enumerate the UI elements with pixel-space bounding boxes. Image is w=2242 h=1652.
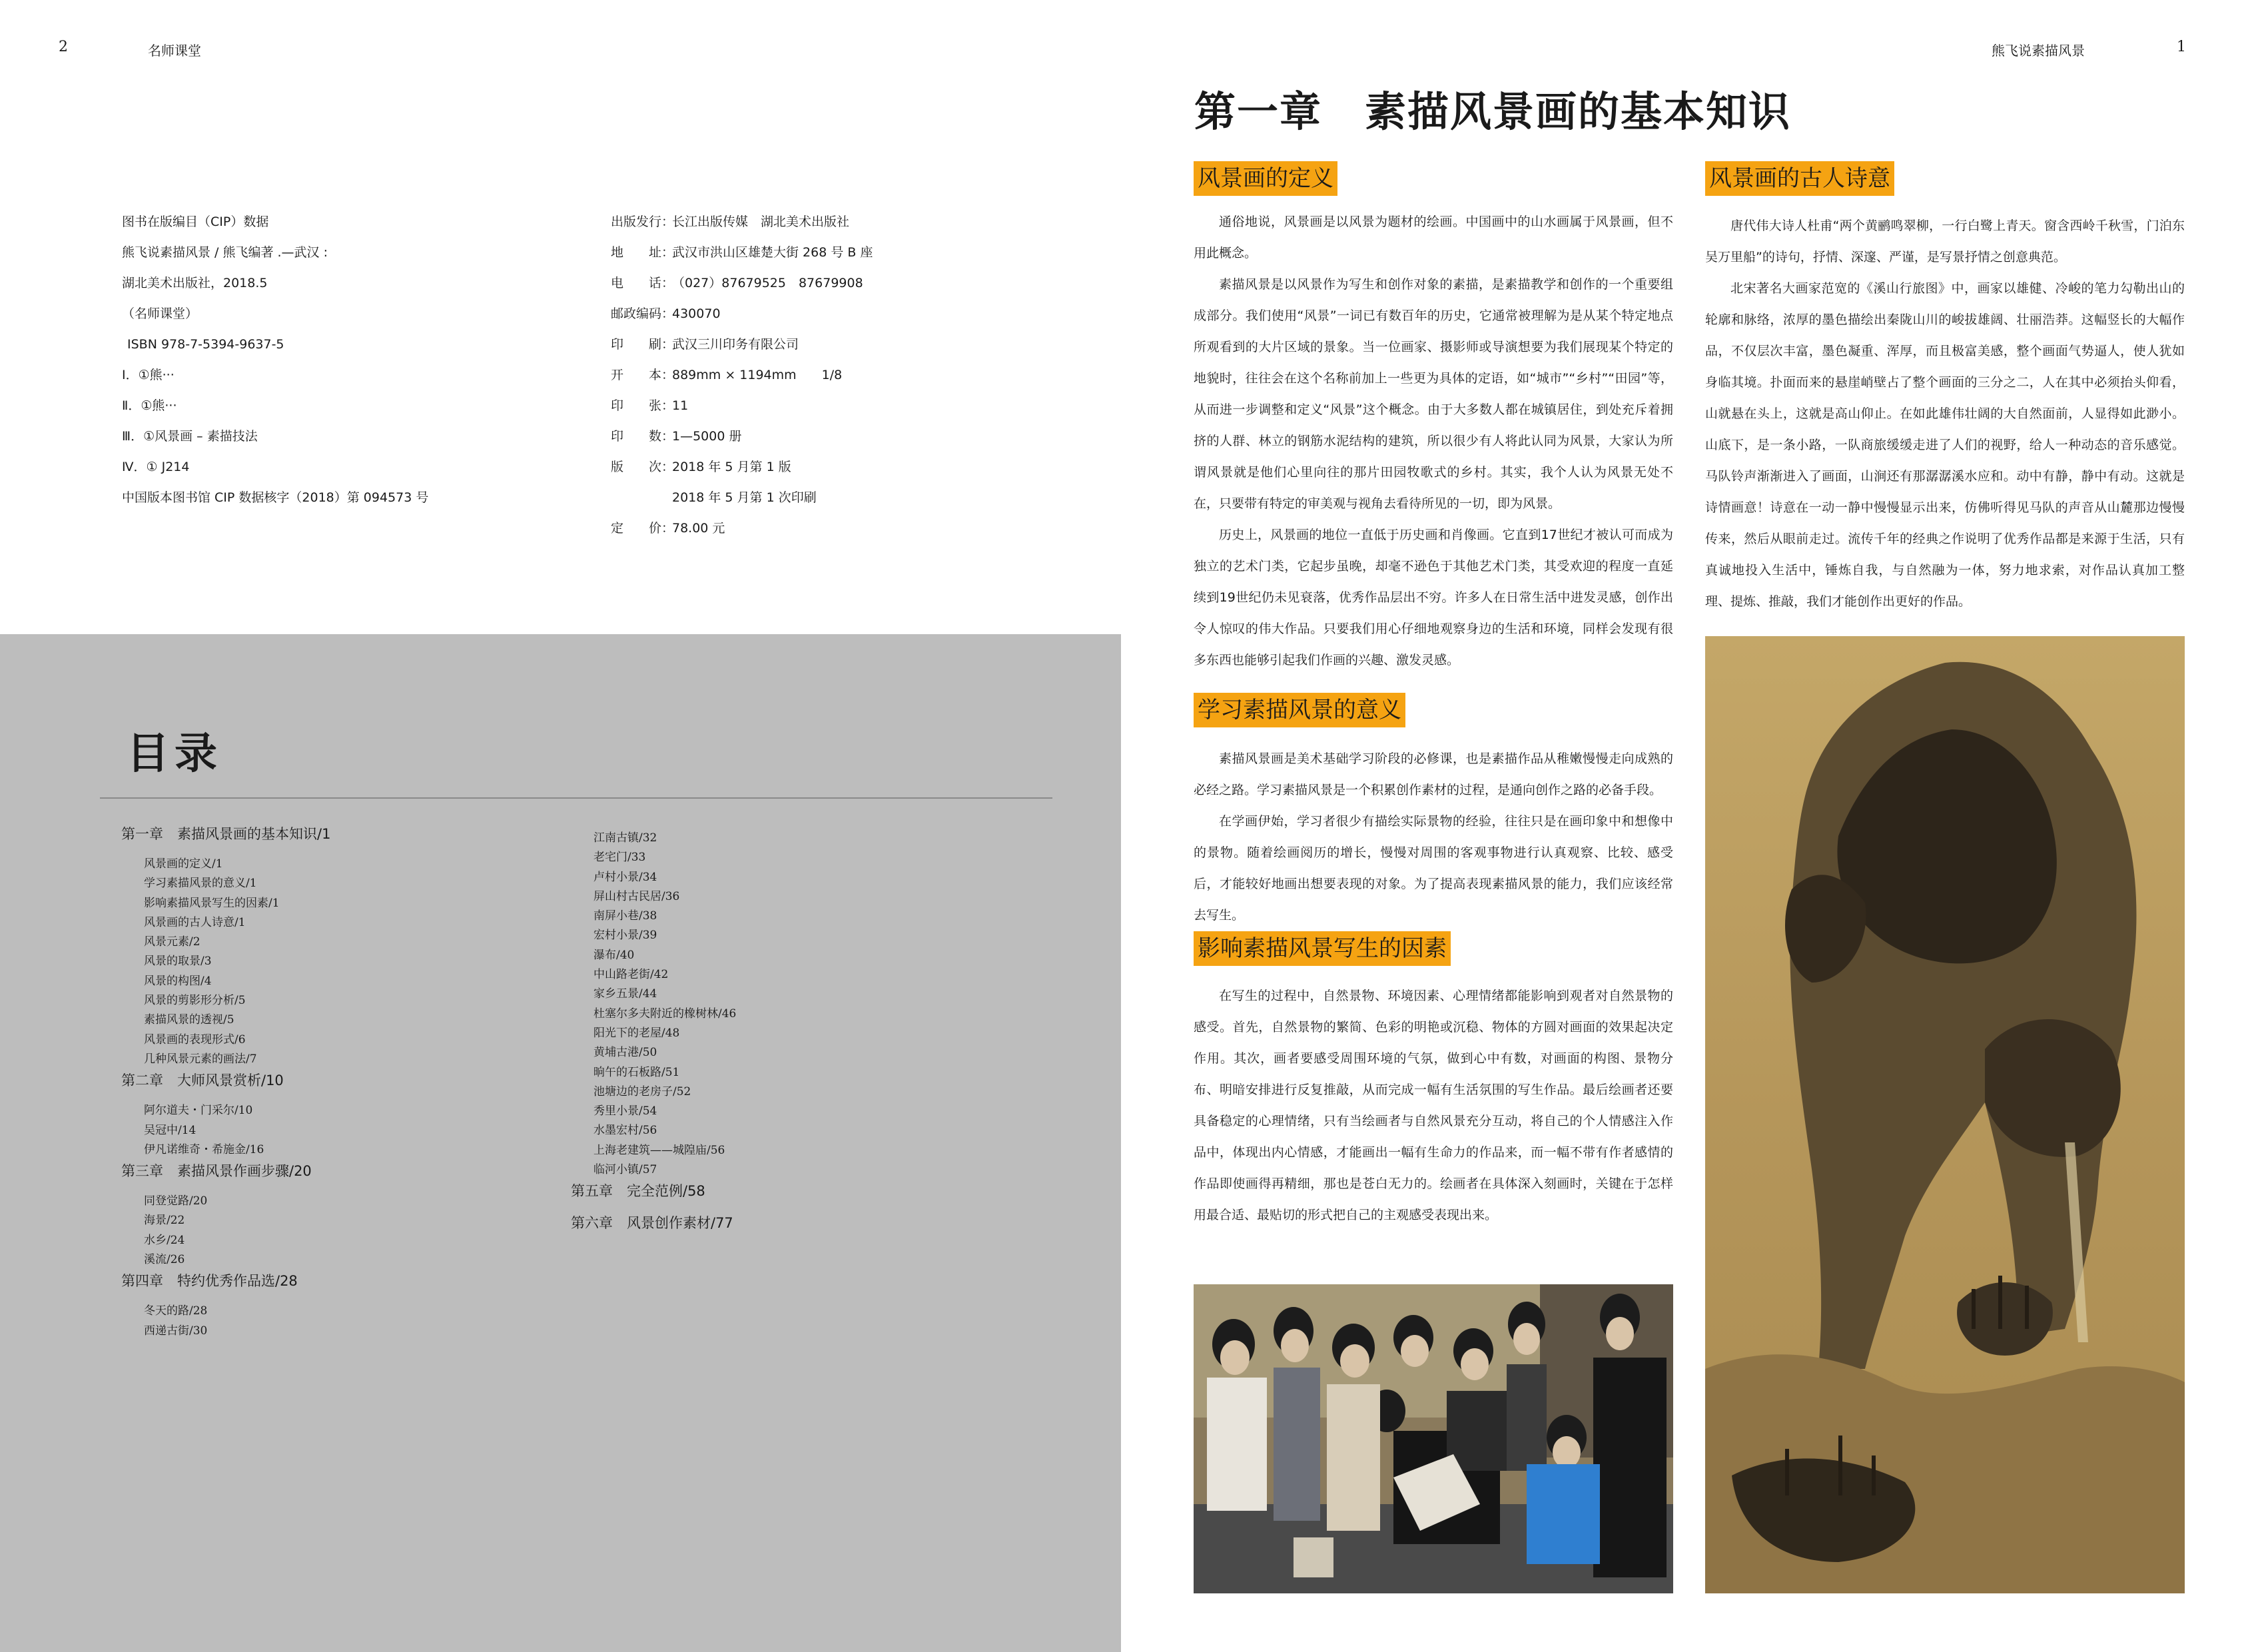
pub-line: 版 次： 2018 年 5 月第 1 版 xyxy=(611,460,791,474)
toc-section-entry[interactable]: 秀里小景/54 xyxy=(593,1104,657,1118)
toc-section-entry[interactable]: 影响素描风景写生的因素/1 xyxy=(144,896,280,910)
toc-section-entry[interactable]: 老宅门/33 xyxy=(593,851,646,865)
pub-line: 印 刷： 武汉三川印务有限公司 xyxy=(611,337,799,352)
toc-section-entry[interactable]: 风景的取景/3 xyxy=(144,955,212,969)
toc-section-entry[interactable]: 宏村小景/39 xyxy=(593,929,657,943)
pub-line: 2018 年 5 月第 1 次印刷 xyxy=(672,490,817,505)
pub-line: 印 张： 11 xyxy=(611,398,689,413)
section-heading: 风景画的定义 xyxy=(1194,161,1337,196)
toc-title: 目录 xyxy=(127,729,222,779)
toc-spacer xyxy=(121,1092,330,1101)
chapter-title: 第一章 素描风景画的基本知识 xyxy=(1194,87,1792,136)
toc-section-entry[interactable]: 阿尔道夫・门采尔/10 xyxy=(144,1104,253,1118)
toc-section-entry[interactable]: 池塘边的老房子/52 xyxy=(593,1084,691,1098)
toc-section-entry[interactable]: 冬天的路/28 xyxy=(144,1304,208,1318)
toc-spacer xyxy=(121,1292,330,1302)
cip-line: 中国版本图书馆 CIP 数据核字（2018）第 094573 号 xyxy=(122,490,429,505)
toc-section-entry[interactable]: 家乡五景/44 xyxy=(593,987,657,1001)
toc-section-entry[interactable]: 水乡/24 xyxy=(144,1233,185,1247)
landscape-painting-illustration xyxy=(1705,636,2185,1593)
section-heading: 影响素描风景写生的因素 xyxy=(1194,931,1451,966)
toc-section-entry[interactable]: 中山路老街/42 xyxy=(593,968,669,982)
toc-section-entry[interactable]: 风景画的定义/1 xyxy=(144,857,223,871)
paragraph: 在写生的过程中，自然景物、环境因素、心理情绪都能影响到观者对自然景物的感受。首先，自然景物的繁简、色彩的明艳或沉稳、物体的方圆对画面的效果起决定作用。其次，画者要感受周围环境的气氛，做到心中有数，对画面的构图、景物分布、明暗安排进行反复推敲，从而完成一幅有生活氛围的写生作品。最后绘画者还要具备稳定的心理情绪，只有当绘画者与自然风景充分互动，将自己的个人情感注入作品中，体现出内心情感，才能画出一幅有生命力的作品来，而一幅不带有作者感情的作品即使画得再精细，那也是苍白无力的。绘画者在具体深入刻画时，关键在于怎样用最合适、最贴切的形式把自己的主观感受表现出来。 xyxy=(1194,989,1673,1222)
toc-spacer xyxy=(121,1182,330,1192)
toc-chapter-entry[interactable]: 第五章 完全范例/58 xyxy=(571,1183,705,1200)
section-body xyxy=(1705,210,2185,618)
toc-column-1 xyxy=(121,823,330,1341)
toc-section-entry[interactable]: 同登觉路/20 xyxy=(144,1194,208,1208)
toc-chapter-entry[interactable]: 第四章 特约优秀作品选/28 xyxy=(121,1273,298,1290)
cip-data-block xyxy=(122,206,588,513)
left-folio: 2 xyxy=(59,39,68,55)
section-heading: 风景画的古人诗意 xyxy=(1705,161,1894,196)
toc-section-entry[interactable]: 几种风景元素的画法/7 xyxy=(144,1052,257,1066)
cip-line: 熊飞说素描风景 / 熊飞编著 .—武汉 : xyxy=(122,245,328,260)
toc-divider xyxy=(100,797,1052,799)
toc-section-entry[interactable]: 素描风景的透视/5 xyxy=(144,1013,234,1027)
students-photo xyxy=(1194,1284,1673,1593)
pub-line: 出版发行： 长江出版传媒 湖北美术出版社 xyxy=(611,214,850,229)
cip-line: ISBN 978-7-5394-9637-5 xyxy=(127,337,284,352)
cip-line: Ⅲ．①风景画 – 素描技法 xyxy=(122,429,258,444)
cip-line: 湖北美术出版社，2018.5 xyxy=(122,276,268,290)
toc-section-entry[interactable]: 风景画的古人诗意/1 xyxy=(144,915,246,929)
pub-line: 电 话： （027）87679525 87679908 xyxy=(611,276,863,290)
toc-chapter-entry[interactable]: 第二章 大师风景赏析/10 xyxy=(121,1072,284,1089)
paragraph: 历史上，风景画的地位一直低于历史画和肖像画。它直到17世纪才被认可而成为独立的艺术门类，它起步虽晚，却毫不逊色于其他艺术门类，其受欢迎的程度一直延续到19世纪仍未见衰落，优秀作品层出不穷。许多人在日常生活中进发灵感，创作出令人惊叹的伟大作品。只要我们用心仔细地观察身边的生活和环境，同样会发现有很多东西也能够引起我们作画的兴趣、激发灵感。 xyxy=(1194,528,1673,667)
cip-line: Ⅱ．①熊··· xyxy=(122,398,177,413)
pub-line: 地 址： 武汉市洪山区雄楚大街 268 号 B 座 xyxy=(611,245,873,260)
toc-column-2 xyxy=(571,829,736,1234)
toc-section-entry[interactable]: 吴冠中/14 xyxy=(144,1123,196,1137)
students-photo-illustration xyxy=(1194,1284,1673,1593)
cip-line: （名师课堂） xyxy=(122,306,198,321)
toc-section-entry[interactable]: 风景的剪影形分析/5 xyxy=(144,994,246,1008)
section-body xyxy=(1194,206,1673,676)
toc-section-entry[interactable]: 杜塞尔多夫附近的橡树林/46 xyxy=(593,1007,737,1021)
paragraph: 北宋著名大画家范宽的《溪山行旅图》中，画家以雄健、冷峻的笔力勾勒出山的轮廓和脉络，浓厚的墨色描绘出秦陇山川的峻拔雄阔、壮丽浩莽。这幅竖长的大幅作品，不仅层次丰富，墨色凝重、浑厚，而且极富美感，整个画面气势逼人，使人犹如身临其境。扑面而来的悬崖峭壁占了整个画面的三分之二，人在其中必须抬头仰看，山就悬在头上，这就是高山仰止。在如此雄伟壮阔的大自然面前，人显得如此渺小。山底下，是一条小路，一队商旅缓缓走进了人们的视野，给人一种动态的音乐感觉。马队铃声渐渐进入了画面，山涧还有那潺潺溪水应和。动中有静，静中有动。这就是诗情画意！诗意在一动一静中慢慢显示出来，仿佛听得见马队的声音从山麓那边慢慢传来，然后从眼前走过。流传千年的经典之作说明了优秀作品都是来源于生活，只有真诚地投入生活中，锤炼自我，与自然融为一体，努力地求索，对作品认真加工整理、提炼、推敲，我们才能创作出更好的作品。 xyxy=(1705,281,2185,609)
toc-section-entry[interactable]: 伊凡诺维奇・希施金/16 xyxy=(144,1142,264,1156)
toc-section-entry[interactable]: 屏山村古民居/36 xyxy=(593,889,680,903)
pub-line: 邮政编码： 430070 xyxy=(611,306,721,321)
paragraph: 素描风景是以风景作为写生和创作对象的素描，是素描教学和创作的一个重要组成部分。我们使用“风景”一词已有数百年的历史，它通常被理解为是从某个特定地点所观看到的大片区域的景象。当一位画家、摄影师或导演想要为我们展现某个特定的地貌时，往往会在这个名称前加上一些更为具体的定语，如“城市”“乡村”“田园”等，从而进一步调整和定义“风景”这个概念。由于大多数人都在城镇居住，到处充斥着拥挤的人群、林立的钢筋水泥结构的建筑，所以很少有人将此认同为风景，大家认为所谓风景就是他们心里向往的那片田园牧歌式的乡村。其实，我个人认为风景无处不在，只要带有特定的审美观与视角去看待所见的一切，即为风景。 xyxy=(1194,277,1673,511)
toc-section-entry[interactable]: 阳光下的老屋/48 xyxy=(593,1026,680,1040)
publishing-info xyxy=(611,206,1010,544)
cip-line: 图书在版编目（CIP）数据 xyxy=(122,214,269,229)
toc-section-entry[interactable]: 风景的构图/4 xyxy=(144,974,212,988)
landscape-painting xyxy=(1705,636,2185,1593)
toc-section-entry[interactable]: 江南古镇/32 xyxy=(593,831,657,845)
toc-section-entry[interactable]: 溪流/26 xyxy=(144,1253,185,1267)
toc-section-entry[interactable]: 水墨宏村/56 xyxy=(593,1124,657,1138)
pub-line: 印 数： 1—5000 册 xyxy=(611,429,742,444)
toc-chapter-entry[interactable]: 第一章 素描风景画的基本知识/1 xyxy=(121,826,331,842)
toc-section-entry[interactable]: 黄埔古港/50 xyxy=(593,1046,657,1060)
toc-section-entry[interactable]: 南屏小巷/38 xyxy=(593,909,657,923)
toc-spacer xyxy=(121,845,330,855)
toc-section-entry[interactable]: 瀑布/40 xyxy=(593,948,635,962)
section-heading: 学习素描风景的意义 xyxy=(1194,693,1405,727)
left-running-head: 名师课堂 xyxy=(148,43,201,59)
cip-line: Ⅰ．①熊··· xyxy=(122,368,175,382)
toc-section-entry[interactable]: 西递古街/30 xyxy=(144,1324,208,1338)
toc-spacer xyxy=(571,1202,736,1212)
toc-section-entry[interactable]: 上海老建筑——城隍庙/56 xyxy=(593,1143,725,1157)
toc-section-entry[interactable]: 海景/22 xyxy=(144,1214,185,1228)
paragraph: 在学画伊始，学习者很少有描绘实际景物的经验，往往只是在画印象中和想像中的景物。随着绘画阅历的增长，慢慢对周围的客观事物进行认真观察、比较、感受后，才能较好地画出想要表现的对象。为了提高表现素描风景的能力，我们应该经常去写生。 xyxy=(1194,814,1673,923)
section-body xyxy=(1194,981,1673,1231)
toc-section-entry[interactable]: 风景元素/2 xyxy=(144,935,200,949)
toc-section-entry[interactable]: 卢村小景/34 xyxy=(593,870,657,884)
toc-chapter-entry[interactable]: 第六章 风景创作素材/77 xyxy=(571,1215,733,1232)
pub-line: 开 本： 889mm × 1194mm 1/8 xyxy=(611,368,843,382)
cip-line: Ⅳ．① J214 xyxy=(122,460,190,474)
paragraph: 唐代伟大诗人杜甫“两个黄鹂鸣翠柳，一行白鹭上青天。窗含西岭千秋雪，门泊东吴万里船”的诗句，抒情、深邃、严谨，是写景抒情之创意典范。 xyxy=(1705,218,2185,264)
toc-section-entry[interactable]: 风景画的表现形式/6 xyxy=(144,1032,246,1046)
toc-section-entry[interactable]: 临河小镇/57 xyxy=(593,1163,657,1177)
section-body xyxy=(1194,743,1673,931)
paragraph: 通俗地说，风景画是以风景为题材的绘画。中国画中的山水画属于风景画，但不用此概念。 xyxy=(1194,214,1673,260)
toc-section-entry[interactable]: 晌午的石板路/51 xyxy=(593,1065,680,1079)
toc-section-entry[interactable]: 学习素描风景的意义/1 xyxy=(144,877,257,891)
pub-line: 定 价： 78.00 元 xyxy=(611,521,725,536)
right-folio: 1 xyxy=(2177,39,2186,55)
right-running-head: 熊飞说素描风景 xyxy=(1992,43,2085,59)
paragraph: 素描风景画是美术基础学习阶段的必修课，也是素描作品从稚嫩慢慢走向成熟的必经之路。学习素描风景是一个积累创作素材的过程，是通向创作之路的必备手段。 xyxy=(1194,751,1673,797)
toc-chapter-entry[interactable]: 第三章 素描风景作画步骤/20 xyxy=(121,1163,312,1180)
